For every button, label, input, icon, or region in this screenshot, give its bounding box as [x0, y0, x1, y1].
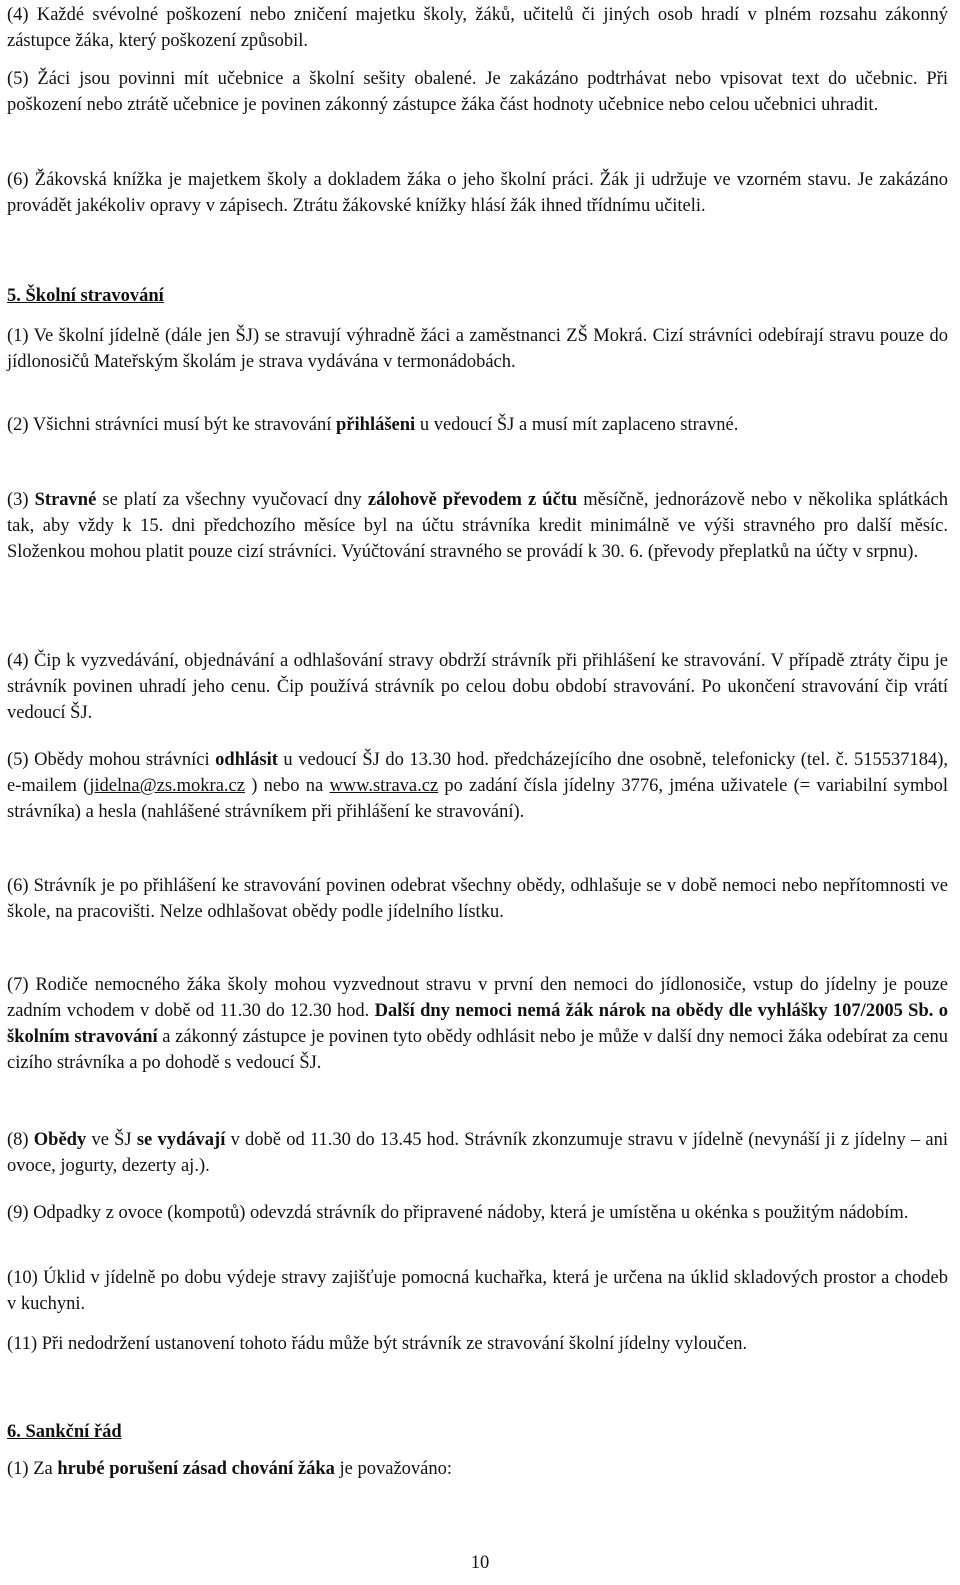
section-6-heading: 6. Sankční řád	[7, 1422, 122, 1442]
bold-text: přihlášeni	[336, 415, 416, 435]
section-5-item-7	[7, 972, 948, 1076]
section-5-item-2	[7, 412, 948, 438]
text-run: (7) Rodiče nemocného žáka školy mohou vyzvednout stravu v první den nemoci do jídlonosiče, vstup do jídelny je pouze zadním vchodem v době od 11.30 do 12.30 hod.	[7, 975, 948, 1021]
web-link[interactable]: www.strava.cz	[329, 776, 439, 796]
text-run: po zadání čísla jídelny 3776, jména uživatele (= variabilní symbol strávníka) a hesla (nahlášené strávníkem při přihlášení ke stravování).	[7, 776, 948, 822]
section-5-heading: 5. Školní stravování	[7, 286, 164, 306]
section-5-item-8	[7, 1127, 948, 1179]
section-5-item-3	[7, 487, 948, 565]
paragraph-6: (6) Žákovská knížka je majetkem školy a dokladem žáka o jeho školní práci. Žák ji udržuje ve vzorném stavu. Je zakázáno provádět jakékoliv opravy v zápisech. Ztrátu žákovské knížky hlásí žák ihned třídnímu učiteli.	[7, 170, 948, 216]
section-6-item-1	[7, 1456, 948, 1482]
bold-text: odhlásit	[215, 750, 278, 770]
text-run: (1) Za	[7, 1459, 58, 1479]
text-run: v době od 11.30 do 13.45 hod. Strávník zkonzumuje stravu v jídelně (nevynáší ji z jídelny – ani ovoce, jogurty, dezerty aj.).	[7, 1130, 949, 1176]
section-5-item-5	[7, 747, 948, 825]
text-run: (8)	[7, 1130, 34, 1150]
section-5-item-11: (11) Při nedodržení ustanovení tohoto řádu může být strávník ze stravování školní jídelny vyloučen.	[7, 1334, 748, 1354]
bold-text: se vydávají	[136, 1130, 226, 1150]
text-run: měsíčně, jednorázově nebo v několika splátkách tak, aby vždy k 15. dni předchozího měsíce byl na účtu strávníka kredit minimálně ve výši stravného pro další měsíc. Složenkou mohou platit pouze cizí strávníci. Vyúčtování stravného se provádí k 30. 6. (převody přeplatků na účty v srpnu).	[7, 490, 948, 562]
bold-text: Stravné	[34, 490, 97, 510]
paragraph-5: (5) Žáci jsou povinni mít učebnice a školní sešity obalené. Je zakázáno podtrhávat nebo vpisovat text do učebnic. Při poškození nebo ztrátě učebnice je povinen zákonný zástupce žáka část hodnoty učebnice nebo celou učebnici uhradit.	[7, 69, 948, 115]
text-run: (3)	[7, 490, 35, 510]
section-5-item-4: (4) Čip k vyzvedávání, objednávání a odhlašování stravy obdrží strávník při přihlášení ke stravování. V případě ztráty čipu je strávník povinen uhradí jeho cenu. Čip používá strávník po celou dobu období stravování. Po ukončení stravování čip vrátí vedoucí ŠJ.	[7, 651, 948, 723]
bold-text: zálohově převodem z účtu	[367, 490, 578, 510]
text-run: je považováno:	[334, 1459, 453, 1479]
text-run: u vedoucí ŠJ a musí mít zaplaceno stravné.	[415, 415, 739, 435]
bold-text: Další dny nemoci nemá žák nárok na obědy dle vyhlášky 107/2005 Sb. o školním stravování	[7, 1001, 948, 1047]
bold-text: Obědy	[33, 1130, 87, 1150]
section-5-item-9: (9) Odpadky z ovoce (kompotů) odevzdá strávník do připravené nádoby, která je umístěna u okénka s použitým nádobím.	[7, 1203, 909, 1223]
text-run: ) nebo na	[244, 776, 330, 796]
paragraph-4: (4) Každé svévolné poškození nebo zničení majetku školy, žáků, učitelů či jiných osob hradí v plném rozsahu zákonný zástupce žáka, který poškození způsobil.	[7, 5, 948, 51]
section-5-item-10: (10) Úklid v jídelně po dobu výdeje stravy zajišťuje pomocná kuchařka, která je určena na úklid skladových prostor a chodeb v kuchyni.	[7, 1268, 948, 1314]
bold-text: hrubé porušení zásad chování žáka	[57, 1459, 335, 1479]
section-5-item-1: (1) Ve školní jídelně (dále jen ŠJ) se stravují výhradně žáci a zaměstnanci ZŠ Mokrá. Cizí strávníci odebírají stravu pouze do jídlonosičů Mateřským školám je strava vydávána v termonádobách.	[7, 326, 948, 372]
text-run: u vedoucí ŠJ do 13.30 hod. předcházejícího dne osobně, telefonicky (tel. č. 515537184), e-mailem (	[7, 750, 948, 796]
text-run: (2) Všichni strávníci musí být ke stravování	[7, 415, 337, 435]
section-5-item-6: (6) Strávník je po přihlášení ke stravování povinen odebrat všechny obědy, odhlašuje se v době nemoci nebo nepřítomnosti ve škole, na pracovišti. Nelze odhlašovat obědy podle jídelního lístku.	[7, 876, 948, 922]
text-run: se platí za všechny vyučovací dny	[96, 490, 368, 510]
text-run: a zákonný zástupce je povinen tyto obědy odhlásit nebo je může v další dny nemoci žáka odebírat za cenu cizího strávníka a po dohodě s vedoucí ŠJ.	[7, 1027, 949, 1073]
text-run: ve ŠJ	[86, 1130, 137, 1150]
page-number: 10	[470, 1553, 490, 1573]
text-run: (5) Obědy mohou strávníci	[7, 750, 216, 770]
email-link[interactable]: jidelna@zs.mokra.cz	[89, 776, 245, 796]
